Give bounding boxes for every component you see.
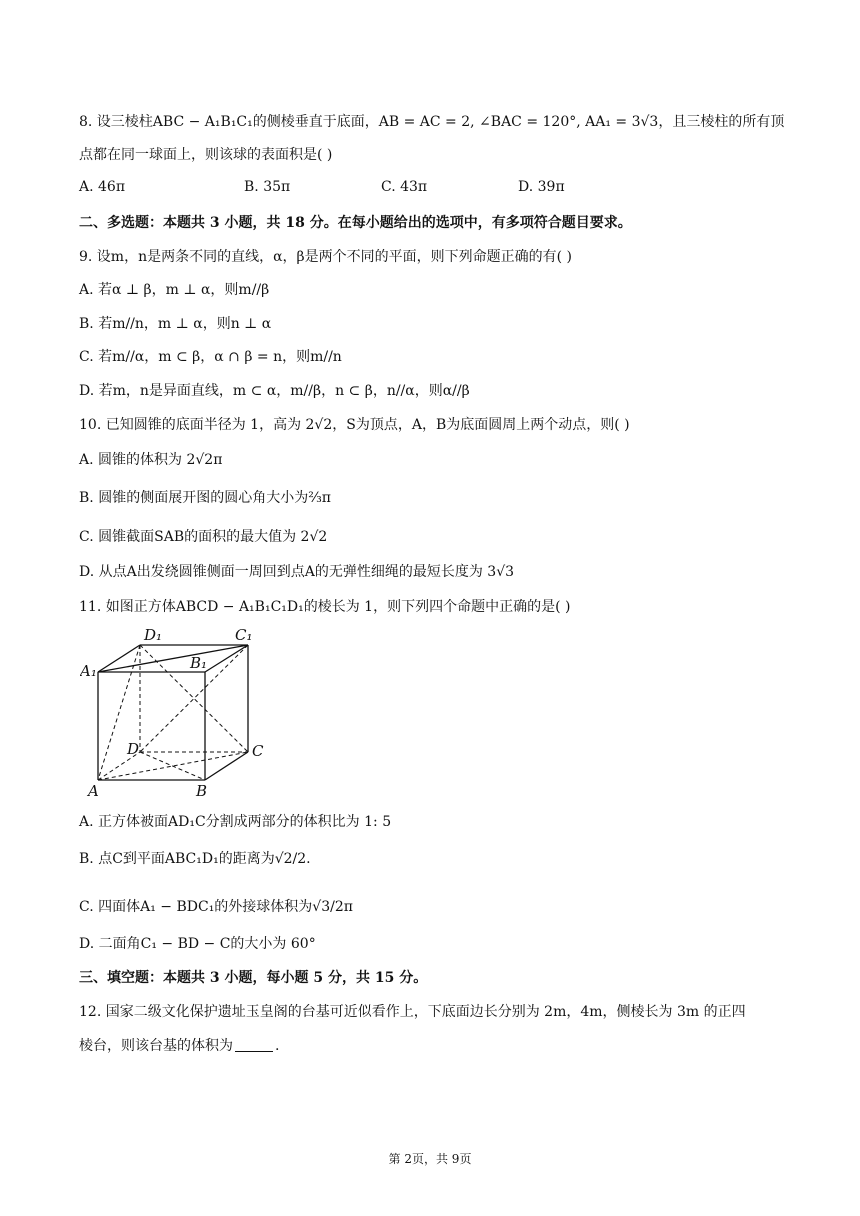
q9-option-a: A. 若α ⊥ β，m ⊥ α，则m//β	[79, 282, 270, 298]
label-a1: A₁	[80, 662, 97, 680]
page-footer: 第 2页，共 9页	[388, 1152, 472, 1166]
q11-option-d: D. 二面角C₁ − BD − C的大小为 60°	[79, 936, 316, 952]
answer-blank[interactable]	[235, 1037, 273, 1052]
q8-option-b: B. 35π	[244, 179, 291, 195]
q9-option-c: C. 若m//α，m ⊂ β，α ∩ β = n，则m//n	[79, 349, 342, 365]
section-heading-multiple-choice: 二、多选题：本题共 3 小题，共 18 分。在每小题给出的选项中，有多项符合题目要求。	[79, 215, 632, 231]
q11-stem: 11. 如图正方体ABCD − A₁B₁C₁D₁的棱长为 1，则下列四个命题中正确的是( )	[79, 599, 571, 615]
label-b1: B₁	[190, 654, 208, 672]
q9-option-b: B. 若m//n，m ⊥ α，则n ⊥ α	[79, 316, 272, 332]
q10-option-c: C. 圆锥截面SAB的面积的最大值为 2√2	[79, 529, 328, 545]
q8-option-c: C. 43π	[381, 179, 428, 195]
label-c1: C₁	[235, 626, 253, 644]
q10-option-b: B. 圆锥的侧面展开图的圆心角大小为⅔π	[79, 490, 331, 506]
q12-stem-line2	[79, 1036, 800, 1056]
q12-stem-line1: 12. 国家二级文化保护遗址玉皇阁的台基可近似看作上，下底面边长分别为 2m，4m，侧棱长为 3m 的正四	[79, 1004, 746, 1020]
q8-option-a: A. 46π	[79, 179, 126, 195]
q11-option-a: A. 正方体被面AD₁C分割成两部分的体积比为 1: 5	[79, 814, 392, 830]
q10-option-d: D. 从点A出发绕圆锥侧面一周回到点A的无弹性细绳的最短长度为 3√3	[79, 564, 515, 580]
q8-stem-line2: 点都在同一球面上，则该球的表面积是( )	[79, 147, 333, 163]
edge-b-c	[205, 752, 248, 780]
label-a: A	[88, 782, 99, 800]
cube-diagram	[80, 622, 270, 802]
label-d1: D₁	[144, 626, 163, 644]
diag-d1-a	[98, 645, 140, 780]
diag-d-b	[140, 752, 205, 780]
q9-stem: 9. 设m，n是两条不同的直线，α，β是两个不同的平面，则下列命题正确的有( )	[79, 249, 573, 265]
q11-option-c: C. 四面体A₁ − BDC₁的外接球体积为√3/2π	[79, 899, 353, 915]
q8-stem-line1: 8. 设三棱柱ABC − A₁B₁C₁的侧棱垂直于底面，AB = AC = 2, ∠BAC = 120°, AA₁ = 3√3，且三棱柱的所有顶	[79, 114, 785, 130]
cube-figure	[80, 622, 270, 802]
label-c: C	[252, 742, 264, 760]
q11-option-b: B. 点C到平面ABC₁D₁的距离为√2/2.	[79, 851, 311, 867]
label-b: B	[196, 782, 208, 800]
q8-option-d: D. 39π	[518, 179, 565, 195]
section-heading-fill-in: 三、填空题：本题共 3 小题，每小题 5 分，共 15 分。	[79, 970, 428, 986]
q10-stem: 10. 已知圆锥的底面半径为 1，高为 2√2，S为顶点，A，B为底面圆周上两个动点，则( )	[79, 417, 630, 433]
q8-options	[79, 179, 779, 199]
label-d: D	[127, 740, 140, 758]
q9-option-d: D. 若m，n是异面直线，m ⊂ α，m//β，n ⊂ β，n//α，则α//β	[79, 383, 470, 399]
q10-option-a: A. 圆锥的体积为 2√2π	[79, 452, 223, 468]
q12-stem-text: 棱台，则该台基的体积为	[79, 1038, 233, 1054]
q12-stem-end: .	[275, 1038, 280, 1054]
